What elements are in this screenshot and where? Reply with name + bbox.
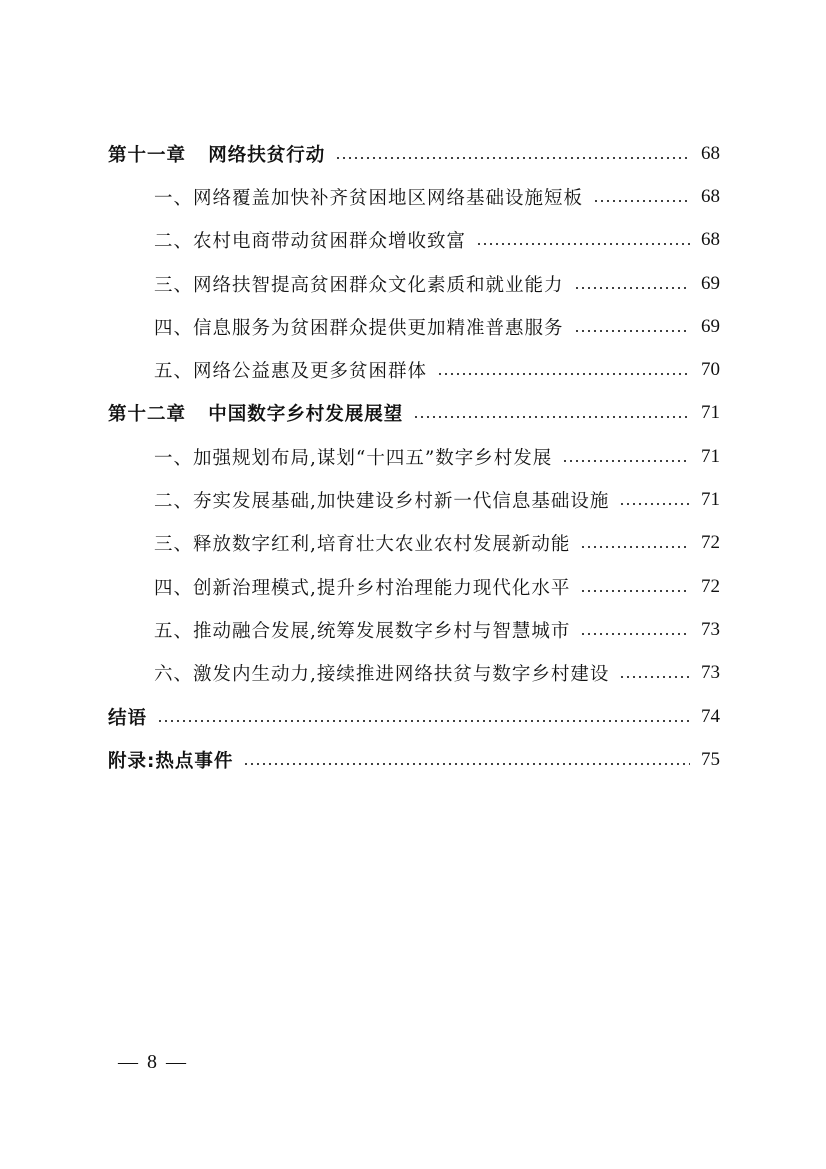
toc-section-entry[interactable] [108, 478, 720, 521]
toc-entry-title [154, 444, 552, 470]
dot-leader [413, 415, 690, 419]
toc-chapter-entry[interactable] [108, 695, 720, 738]
entry-title-text: 五、推动融合发展,统筹发展数字乡村与智慧城市 [154, 620, 571, 642]
toc-entry-title [154, 574, 570, 600]
entry-title-text: 中国数字乡村发展展望 [208, 404, 404, 426]
chapter-number-label: 第十一章 [108, 144, 187, 166]
dot-leader [619, 502, 690, 506]
toc-entry-title [108, 747, 233, 773]
entry-title-text: 二、农村电商带动贫困群众增收致富 [154, 231, 467, 253]
toc-page-number: 68 [701, 185, 720, 207]
toc-entry-title [108, 141, 325, 167]
dot-leader [580, 545, 690, 549]
dot-leader [580, 589, 690, 593]
toc-entry-title [154, 184, 583, 210]
toc-section-entry[interactable] [108, 565, 720, 608]
entry-title-text: 附录:热点事件 [108, 750, 234, 772]
toc-entry-title [108, 704, 147, 730]
toc-section-entry[interactable] [108, 435, 720, 478]
entry-title-text: 网络扶贫行动 [208, 144, 326, 166]
toc-section-entry[interactable] [108, 219, 720, 262]
entry-title-text: 六、激发内生动力,接续推进网络扶贫与数字乡村建设 [154, 664, 610, 686]
dot-leader [593, 199, 690, 203]
toc-chapter-entry[interactable] [108, 132, 720, 175]
toc-page-number: 72 [701, 575, 720, 597]
dot-leader [619, 675, 690, 679]
toc-page-number: 72 [701, 532, 720, 554]
table-of-contents [108, 132, 720, 781]
dot-leader [437, 372, 690, 376]
toc-page-number: 71 [701, 489, 720, 511]
dot-leader [157, 719, 690, 723]
entry-title-text: 一、网络覆盖加快补齐贫困地区网络基础设施短板 [154, 187, 584, 209]
entry-title-text: 二、夯实发展基础,加快建设乡村新一代信息基础设施 [154, 491, 610, 513]
toc-page-number: 71 [701, 445, 720, 467]
toc-section-entry[interactable] [108, 175, 720, 218]
toc-entry-title [154, 487, 609, 513]
toc-page-number: 68 [701, 229, 720, 251]
toc-page-number: 68 [701, 142, 720, 164]
toc-entry-title [154, 227, 466, 253]
toc-section-entry[interactable] [108, 262, 720, 305]
dot-leader [476, 242, 690, 246]
entry-title-text: 结语 [108, 707, 148, 729]
page-number-footer: — 8 — [118, 1051, 188, 1073]
toc-entry-title [108, 400, 403, 426]
toc-page-number: 70 [701, 359, 720, 381]
toc-section-entry[interactable] [108, 305, 720, 348]
toc-section-entry[interactable] [108, 608, 720, 651]
toc-section-entry[interactable] [108, 652, 720, 695]
toc-entry-title [154, 660, 609, 686]
toc-chapter-entry[interactable] [108, 738, 720, 781]
entry-title-text: 五、网络公益惠及更多贫困群体 [154, 361, 428, 383]
dot-leader [580, 632, 690, 636]
toc-page-number: 69 [701, 272, 720, 294]
entry-title-text: 三、释放数字红利,培育壮大农业农村发展新动能 [154, 534, 571, 556]
toc-page-number: 69 [701, 315, 720, 337]
dot-leader [335, 156, 690, 160]
toc-entry-title [154, 314, 564, 340]
dot-leader [243, 762, 690, 766]
toc-section-entry[interactable] [108, 348, 720, 391]
dot-leader [562, 459, 690, 463]
toc-entry-title [154, 617, 570, 643]
toc-page-number: 74 [701, 705, 720, 727]
entry-title-text: 三、网络扶智提高贫困群众文化素质和就业能力 [154, 274, 564, 296]
toc-entry-title [154, 530, 570, 556]
entry-title-text: 四、信息服务为贫困群众提供更加精准普惠服务 [154, 317, 564, 339]
toc-page-number: 73 [701, 618, 720, 640]
dot-leader [574, 286, 690, 290]
toc-chapter-entry[interactable] [108, 392, 720, 435]
entry-title-text: 四、创新治理模式,提升乡村治理能力现代化水平 [154, 577, 571, 599]
toc-section-entry[interactable] [108, 522, 720, 565]
toc-entry-title [154, 271, 564, 297]
toc-page-number: 71 [701, 402, 720, 424]
toc-page-number: 73 [701, 662, 720, 684]
entry-title-text: 一、加强规划布局,谋划“十四五”数字乡村发展 [154, 447, 553, 469]
dot-leader [574, 329, 690, 333]
chapter-number-label: 第十二章 [108, 404, 187, 426]
toc-entry-title [154, 357, 427, 383]
toc-page-number: 75 [701, 748, 720, 770]
